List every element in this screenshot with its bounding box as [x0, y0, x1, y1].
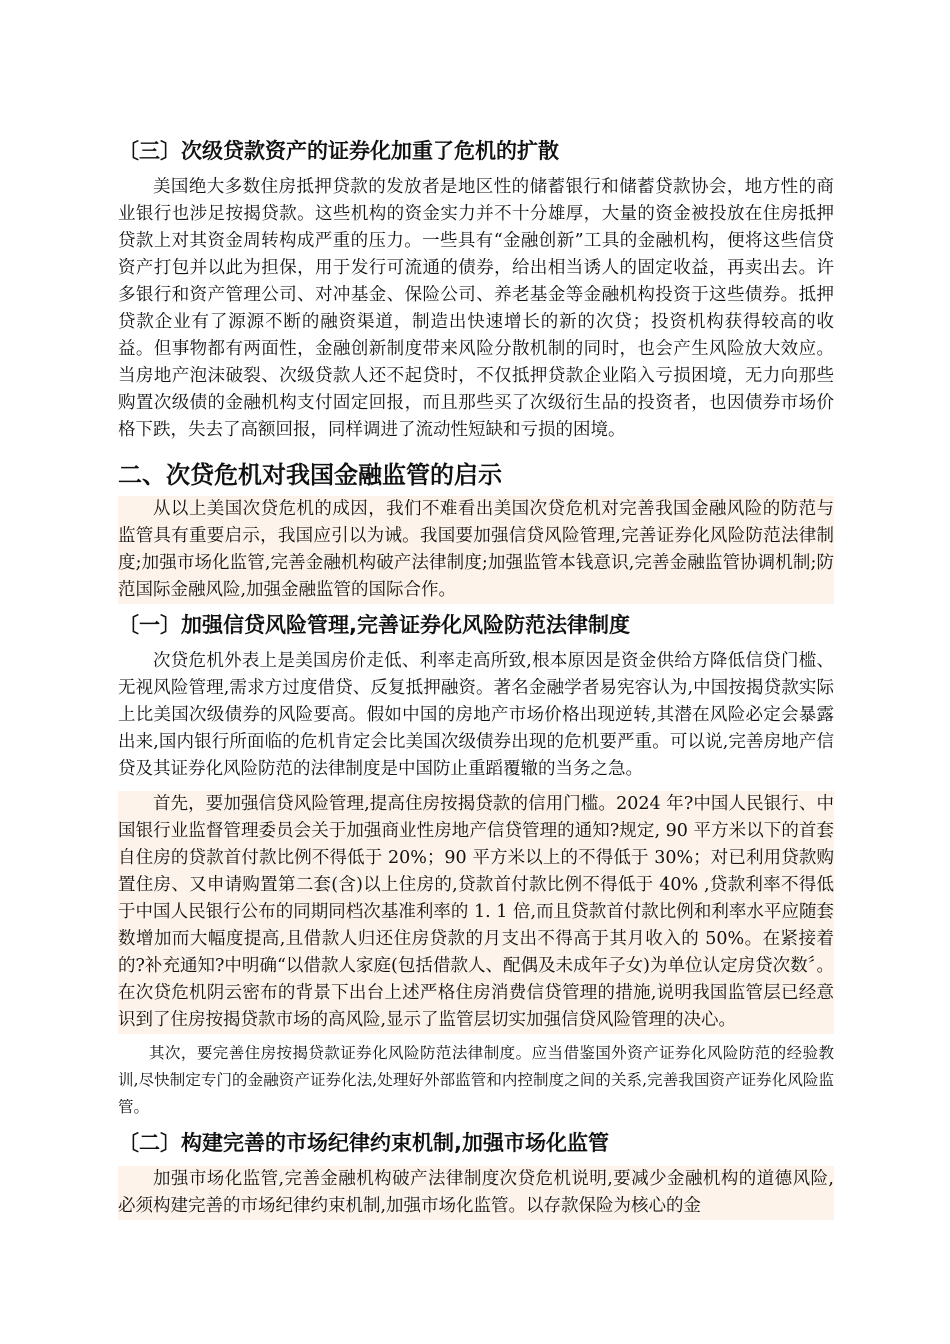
- paragraph: 首先，要加强信贷风险管理,提高住房按揭贷款的信用门槛。2024 年?中国人民银行、中国银行业监督管理委员会关于加强商业性房地产信贷管理的通知?规定, 90 平方米以下的首套自住房的贷款首付款比例不得低于 20%；90 平方米以上的不得低于 30%；对已利用贷款购置住房、又申请购置第二套(含)以上住房的,贷款首付款比例不得低于 40% ,贷款利率不得低于中国人民银行公布的同期同档次基准利率的 1. 1 倍,而且贷款首付款比例和利率水平应随套数增加而大幅度提高,且借款人归还住房贷款的月支出不得高于其月收入的 50%。在紧接着的?补充通知?中明确“以借款人家庭(包括借款人、配偶及未成年子女)为单位认定房贷次数〞。在次贷危机阴云密布的背景下出台上述严格住房消费信贷管理的措施,说明我国监管层已经意识到了住房按揭贷款市场的高风险,显示了监管层切实加强信贷风险管理的决心。: [118, 791, 834, 1034]
- section-heading-3: 〔三〕次级贷款资产的证券化加重了危机的扩散: [118, 139, 559, 163]
- paragraph: 美国绝大多数住房抵押贷款的发放者是地区性的储蓄银行和储蓄贷款协会，地方性的商业银行也涉足按揭贷款。这些机构的资金实力并不十分雄厚，大量的资金被投放在住房抵押贷款上对其资金周转构成严重的压力。一些具有“金融创新”工具的金融机构，便将这些信贷资产打包并以此为担保，用于发行可流通的债券，给出相当诱人的固定收益，再卖出去。许多银行和资产管理公司、对冲基金、保险公司、养老基金等金融机构投资于这些债券。抵押贷款企业有了源源不断的融资渠道，制造出快速增长的新的次贷；投资机构获得较高的收益。但事物都有两面性，金融创新制度带来风险分散机制的同时，也会产生风险放大效应。当房地产泡沫破裂、次级贷款人还不起贷时，不仅抵押贷款企业陷入亏损困境，无力向那些购置次级债的金融机构支付固定回报，而且那些买了次级衍生品的投资者，也因债券市场价格下跌，失去了高额回报，同样调进了流动性短缺和亏损的困境。: [118, 177, 834, 440]
- paragraph: 次贷危机外表上是美国房价走低、利率走高所致,根本原因是资金供给方降低信贷门槛、无视风险管理,需求方过度借贷、反复抵押融资。著名金融学者易宪容认为,中国按揭贷款实际上比美国次级债券的风险要高。假如中国的房地产市场价格出现逆转,其潜在风险必定会暴露出来,国内银行所面临的危机肯定会比美国次级债券出现的危机要严重。可以说,完善房地产信贷及其证券化风险防范的法律制度是中国防止重蹈覆辙的当务之急。: [118, 651, 834, 779]
- section-heading-1: 〔一〕加强信贷风险管理,完善证券化风险防范法律制度: [118, 613, 630, 637]
- chapter-heading-2: 二、次贷危机对我国金融监管的启示: [118, 461, 502, 489]
- paragraph: 加强市场化监管,完善金融机构破产法律制度次贷危机说明,要减少金融机构的道德风险,必须构建完善的市场纪律约束机制,加强市场化监管。以存款保险为核心的金: [118, 1166, 834, 1220]
- paragraph: 其次，要完善住房按揭贷款证券化风险防范法律制度。应当借鉴国外资产证券化风险防范的经验教训,尽快制定专门的金融资产证券化法,处理好外部监管和内控制度之间的关系,完善我国资产证券化风险监管。: [118, 1044, 834, 1116]
- section-heading-2: 〔二〕构建完善的市场纪律约束机制,加强市场化监管: [118, 1131, 609, 1155]
- paragraph: 从以上美国次贷危机的成因，我们不难看出美国次贷危机对完善我国金融风险的防范与监管具有重要启示，我国应引以为诫。我国要加强信贷风险管理,完善证券化风险防范法律制度;加强市场化监管,完善金融机构破产法律制度;加强监管本钱意识,完善金融监管协调机制;防范国际金融风险,加强金融监管的国际合作。: [118, 496, 834, 604]
